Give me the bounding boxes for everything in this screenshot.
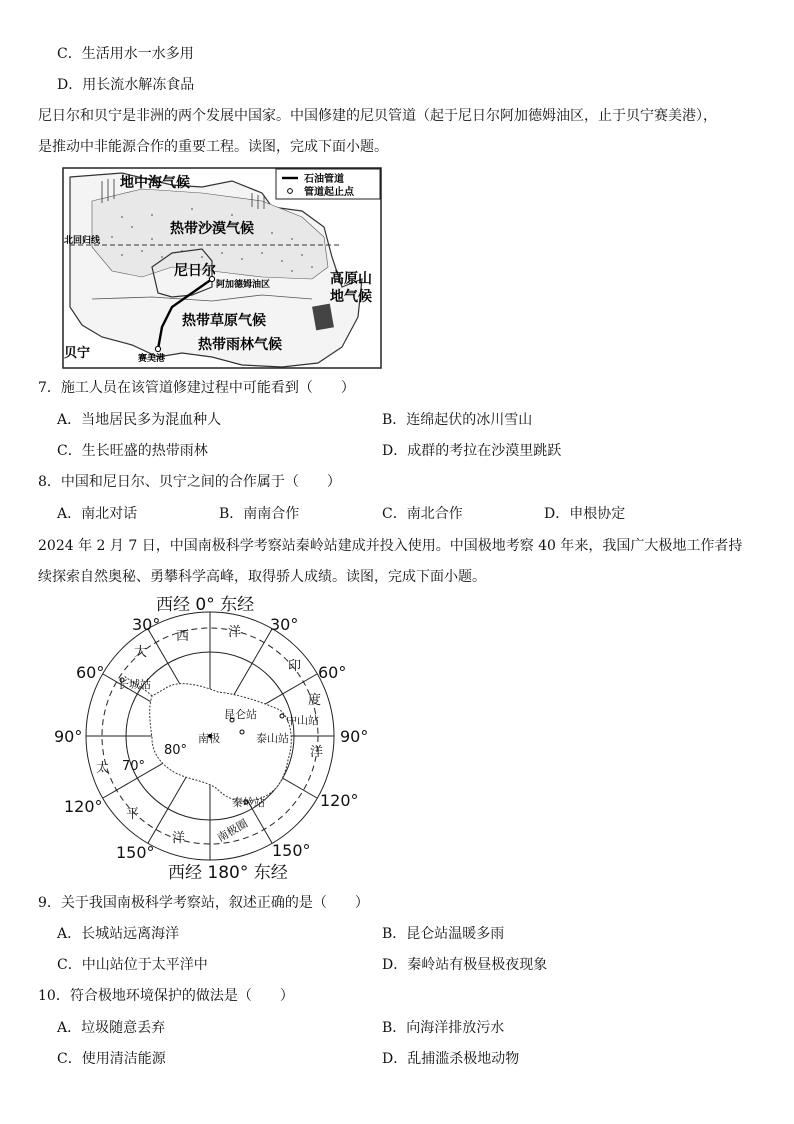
deg-80: 80° xyxy=(164,743,188,758)
label-highland-1: 高原山 xyxy=(330,271,372,287)
deg-60-right: 60° xyxy=(318,663,347,682)
q8-option-a[interactable]: A．南北对话 xyxy=(57,506,138,522)
ocean-yang-2: 洋 xyxy=(310,745,324,760)
q8-option-c[interactable]: C．南北合作 xyxy=(382,506,463,522)
intro2-line1: 2024 年 2 月 7 日，中国南极科学考察站秦岭站建成并投入使用。中国极地考察 40 年来，我国广大极地工作者持 xyxy=(38,538,743,554)
label-agadem: 阿加德姆油区 xyxy=(216,280,271,290)
station-taishan: 泰山站 xyxy=(256,732,289,745)
q7-option-a[interactable]: A．当地居民多为混血种人 xyxy=(57,412,222,428)
q8-option-d[interactable]: D．申根协定 xyxy=(544,506,626,522)
deg-30-left: 30° xyxy=(132,615,161,634)
antarctica-polar-map xyxy=(48,592,378,884)
antarctic-circle-label: 南极圈 xyxy=(215,816,251,845)
deg-150-left: 150° xyxy=(116,843,155,862)
station-zhongshan: 中山站 xyxy=(286,714,319,727)
south-pole-label: 南极 xyxy=(198,732,220,745)
ocean-ping: 平 xyxy=(126,807,140,822)
q9-stem: 9．关于我国南极科学考察站，叙述正确的是（ ） xyxy=(38,895,369,911)
q9-option-a[interactable]: A．长城站远离海洋 xyxy=(57,926,180,942)
station-qinling: 秦岭站 xyxy=(232,796,265,809)
q9-option-c[interactable]: C．中山站位于太平洋中 xyxy=(57,957,208,973)
label-benin: 贝宁 xyxy=(64,346,91,361)
q9-option-b[interactable]: B．昆仑站温暖多雨 xyxy=(382,926,505,942)
intro2-line2: 续探索自然奥秘、勇攀科学高峰，取得骄人成绩。读图，完成下面小题。 xyxy=(38,569,486,585)
polar-top-label: 西经 0° 东经 xyxy=(156,595,255,615)
q10-stem: 10．符合极地环境保护的做法是（ ） xyxy=(38,988,294,1004)
label-niger: 尼日尔 xyxy=(174,263,216,279)
polar-bottom-label: 西经 180° 东经 xyxy=(168,863,288,883)
ocean-yin: 印 xyxy=(288,659,302,674)
label-mediterranean: 地中海气候 xyxy=(120,175,190,191)
station-kunlun: 昆仑站 xyxy=(224,708,257,721)
station-great-wall: 长城站 xyxy=(118,678,151,691)
deg-120-right: 120° xyxy=(320,791,359,810)
q10-option-b[interactable]: B．向海洋排放污水 xyxy=(382,1020,505,1036)
q10-option-a[interactable]: A．垃圾随意丢弃 xyxy=(57,1020,166,1036)
legend-endpoints: 管道起止点 xyxy=(304,187,354,198)
intro1-line2: 是推动中非能源合作的重要工程。读图，完成下面小题。 xyxy=(38,139,388,155)
label-savanna: 热带草原气候 xyxy=(182,313,266,329)
label-rainforest: 热带雨林气候 xyxy=(198,337,282,353)
deg-30-right: 30° xyxy=(270,615,299,634)
q8-option-b[interactable]: B．南南合作 xyxy=(219,506,300,522)
deg-60-left: 60° xyxy=(76,663,105,682)
label-tropic: 北回归线 xyxy=(64,236,101,246)
ocean-da: 大 xyxy=(134,645,148,660)
deg-90-left: 90° xyxy=(54,727,83,746)
deg-120-left: 120° xyxy=(64,797,103,816)
q7-stem: 7．施工人员在该管道修建过程中可能看到（ ） xyxy=(38,380,355,396)
label-highland-2: 地气候 xyxy=(330,289,372,305)
q10-option-d[interactable]: D．乱捕滥杀极地动物 xyxy=(382,1051,520,1067)
label-desert: 热带沙漠气候 xyxy=(170,221,254,237)
label-seme: 赛美港 xyxy=(138,354,166,364)
q10-option-c[interactable]: C．使用清洁能源 xyxy=(57,1051,166,1067)
ocean-yang-3: 洋 xyxy=(172,831,186,846)
q7-option-c[interactable]: C．生长旺盛的热带雨林 xyxy=(57,443,208,459)
ocean-yang-1: 洋 xyxy=(228,625,242,640)
africa-climate-map xyxy=(62,167,382,369)
legend-pipeline: 石油管道 xyxy=(304,174,344,185)
ocean-tai: 太 xyxy=(96,761,110,776)
deg-150-right: 150° xyxy=(272,841,311,860)
prev-option-c: C．生活用水一水多用 xyxy=(57,46,194,62)
ocean-du: 度 xyxy=(308,693,322,708)
intro1-line1: 尼日尔和贝宁是非洲的两个发展中国家。中国修建的尼贝管道（起于尼日尔阿加德姆油区，止于贝宁赛美港）， xyxy=(38,108,717,124)
q7-option-b[interactable]: B．连绵起伏的冰川雪山 xyxy=(382,412,533,428)
ocean-xi: 西 xyxy=(176,629,190,644)
q8-stem: 8．中国和尼日尔、贝宁之间的合作属于（ ） xyxy=(38,474,341,490)
deg-70: 70° xyxy=(122,759,146,774)
deg-90-right: 90° xyxy=(340,727,369,746)
q9-option-d[interactable]: D．秦岭站有极昼极夜现象 xyxy=(382,957,548,973)
prev-option-d: D．用长流水解冻食品 xyxy=(57,77,195,93)
q7-option-d[interactable]: D．成群的考拉在沙漠里跳跃 xyxy=(382,443,562,459)
